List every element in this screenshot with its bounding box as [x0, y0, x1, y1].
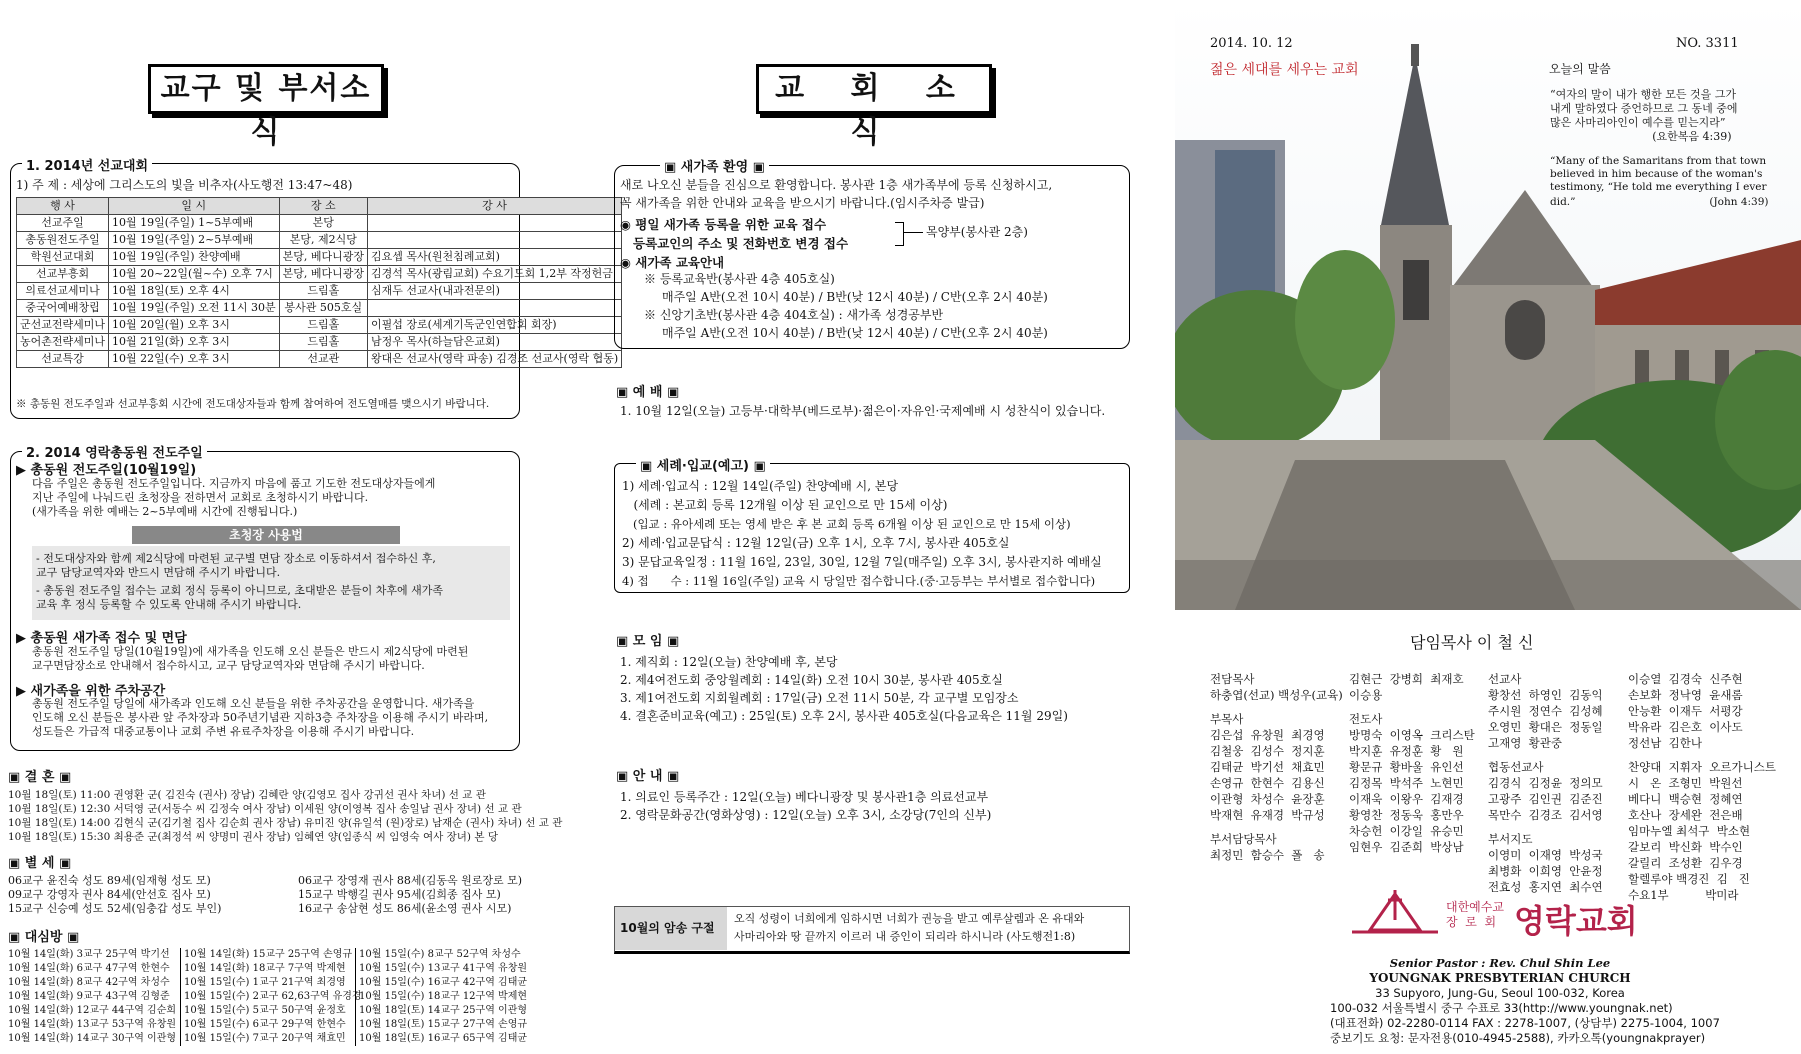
staff-line: 목만수 김경조 김서영 — [1488, 808, 1603, 822]
table-cell: 드림홀 — [279, 283, 367, 300]
staff-line — [1488, 823, 1603, 831]
wedding-row: 10월 18일(토) 15:30 최용준 군(최정석 씨 양명미 권사 장남) 임혜연 양(임종식 씨 임영숙 여사 장녀) 본 당 — [8, 831, 498, 843]
todays-word-en: believed in him because of the woman's — [1550, 168, 1763, 180]
table-cell: 10월 20일(월) 오후 3시 — [109, 317, 280, 334]
staff-line: 최정민 함승수 폴 송 — [1210, 848, 1325, 862]
notice-title: ▣ 안 내 ▣ — [616, 769, 680, 784]
staff-line: 임마누엘 최석구 박소현 — [1628, 824, 1751, 838]
newfamily-edu-1-time: 매주일 A반(오전 10시 40분) / B반(낮 12시 40분) / C반(오후 2시 40분) — [662, 290, 1048, 304]
table-cell — [367, 215, 621, 232]
staff-column-1 — [1210, 671, 1343, 863]
invitation-text: - 총동원 전도주일 접수는 교회 정식 등록이 아니므로, 초대받은 분들이 차후에 새가족 — [36, 584, 443, 597]
staff-line: 이승열 김경숙 신주현 — [1628, 672, 1743, 686]
table-cell: 선교부흥회 — [17, 266, 109, 283]
meeting-title: ▣ 모 임 ▣ — [616, 634, 680, 649]
table-cell: 의료선교세미나 — [17, 283, 109, 300]
staff-line — [1210, 703, 1343, 711]
staff-line: 이관형 차성수 윤장훈 — [1210, 792, 1325, 806]
newfamily-edu-2: ※ 신앙기초반(봉사관 4층 404호실) : 새가족 성경공부반 — [644, 308, 944, 322]
church-slogan: 젊은 세대를 세우는 교회 — [1210, 62, 1359, 78]
staff-line: 전도사 — [1349, 712, 1383, 726]
visitation-row: 10월 18일(토) 15교구 27구역 손영규 — [359, 1019, 528, 1030]
todays-word-title: 오늘의 말씀 — [1549, 62, 1611, 76]
staff-line: 하충엽(선교) 백성우(교육) — [1210, 688, 1343, 702]
evangelism-text: 교구면담장소로 안내해서 접수하시고, 교구 담당교역자와 면담해 주시기 바랍니다. — [32, 659, 425, 672]
senior-pastor: 담임목사 이 철 신 — [1410, 633, 1534, 652]
wedding-row: 10월 18일(토) 11:00 권영환 군( 김진숙 (권사) 장남) 김혜란 양(김영모 집사 강귀선 권사 차녀) 선 교 관 — [8, 789, 486, 801]
todays-word-en: testimony, “He told me everything I ever — [1550, 181, 1767, 193]
baptism-item: 1) 세례·입교식 : 12월 14일(주일) 찬양예배 시, 본당 — [622, 479, 899, 493]
funeral-row: 16교구 송삼현 성도 86세(윤소영 권사 시모) — [298, 902, 512, 915]
table-cell: 농어촌전략세미나 — [17, 334, 109, 351]
bracket-tick — [903, 232, 923, 233]
staff-line: 손보화 정낙영 윤새롬 — [1628, 688, 1743, 702]
meeting-item: 4. 결혼준비교육(예고) : 25일(토) 오후 2시, 봉사관 405호실(다음교육은 11월 29일) — [620, 709, 1068, 723]
left-page-title: 교구 및 부서소식 — [148, 64, 384, 114]
todays-word-en: “Many of the Samaritans from that town — [1550, 155, 1767, 167]
table-cell: 10월 19일(주일) 2~5부예배 — [109, 232, 280, 249]
church-name-en: YOUNGNAK PRESBYTERIAN CHURCH — [1369, 971, 1631, 985]
table-cell — [367, 232, 621, 249]
evangelism-text: 다음 주일은 총동원 전도주일입니다. 지금까지 마음에 품고 기도한 전도대상자들에게 — [32, 477, 436, 490]
wedding-row: 10월 18일(토) 14:00 김현식 군(김기철 집사 김순희 권사 장남) 유미진 양(유일석 (원)장로) 남재순 (권사) 차녀) 선 교 관 — [8, 817, 563, 829]
table-cell: 10월 19일(주일) 찬양예배 — [109, 249, 280, 266]
staff-line: 김은섭 유창원 최경영 — [1210, 728, 1325, 742]
prayer-request: 중보기도 요청: 문자전용(010-4945-2588), 카카오톡(youngnakprayer) — [1330, 1031, 1706, 1045]
staff-line: 할렐루야 백경진 김 진 — [1628, 872, 1750, 886]
table-cell: 드림홀 — [279, 317, 367, 334]
staff-line — [1488, 751, 1603, 759]
staff-line: 차승헌 이강일 유승민 — [1349, 824, 1464, 838]
baptism-item: (세례 : 본교회 등록 12개월 이상 된 교인으로 만 15세 이상) — [622, 498, 948, 512]
funeral-row: 06교구 윤진숙 성도 89세(임재형 성도 모) — [8, 874, 211, 887]
staff-column-3 — [1488, 671, 1603, 895]
staff-line: 황문규 황바울 유인선 — [1349, 760, 1464, 774]
table-cell: 본당, 제2식당 — [279, 232, 367, 249]
staff-line: 전담목사 — [1210, 672, 1255, 686]
todays-word-en-ref: (John 4:39) — [1709, 196, 1769, 208]
mission-schedule-table — [16, 197, 622, 368]
staff-line: 수요1부 박미라 — [1628, 888, 1739, 902]
staff-line: 임현우 김준희 박상남 — [1349, 840, 1464, 854]
senior-pastor-en: Senior Pastor : Rev. Chul Shin Lee — [1389, 956, 1611, 970]
staff-line — [1210, 823, 1343, 831]
table-cell: 왕대은 선교사(영락 파송) 김경조 선교사(영락 협동) — [367, 351, 621, 368]
baptism-item: 3) 문답교육일정 : 11월 16일, 23일, 30일, 12월 7일(매주일) 오후 3시, 봉사관지하 예배실 — [622, 555, 1102, 569]
todays-word-en: did.” — [1550, 196, 1576, 208]
notice-item: 1. 의료인 등록주간 : 12일(오늘) 베다니광장 및 봉사관1층 의료선교부 — [620, 790, 989, 804]
newfamily-bullet-2: ◉ 새가족 교육안내 — [620, 255, 725, 270]
visitation-title: ▣ 대심방 ▣ — [8, 930, 80, 945]
visitation-row: 10월 14일(화) 12교구 44구역 김순희 — [8, 1005, 177, 1016]
church-address-ko: 100-032 서울특별시 중구 수표로 33(http://www.youngnak.net) — [1330, 1001, 1673, 1015]
table-cell: 김경석 목사(광림교회) 수요기도회 1,2부 작정헌금 — [367, 266, 621, 283]
staff-line: 황창선 하영인 김동익 — [1488, 688, 1603, 702]
visitation-row: 10월 14일(화) 13교구 53구역 유창원 — [8, 1019, 177, 1030]
table-row — [17, 334, 622, 351]
staff-line: 선교사 — [1488, 672, 1522, 686]
table-row — [17, 351, 622, 368]
table-cell: 본당, 베다니광장 — [279, 266, 367, 283]
table-cell: 10월 19일(주일) 오전 11시 30분 — [109, 300, 280, 317]
staff-line: 부목사 — [1210, 712, 1244, 726]
visitation-row: 10월 15일(수) 18교구 12구역 박제현 — [359, 991, 528, 1002]
mission-note: ※ 총동원 전도주일과 선교부흥회 시간에 전도대상자들과 함께 참여하여 전도열매를 맺으시기 바랍니다. — [16, 398, 490, 410]
evangelism-text: 총동원 전도주일 당일(10월19일)에 새가족을 인도해 오신 분들은 반드시 제2식당에 마련된 — [32, 645, 469, 658]
staff-line: 박유라 김은호 이사도 — [1628, 720, 1743, 734]
staff-line: 정선남 김한나 — [1628, 736, 1702, 750]
visitation-row: 10월 18일(토) 14교구 25구역 이관형 — [359, 1005, 528, 1016]
staff-line: 베다니 백승현 정혜연 — [1628, 792, 1743, 806]
staff-line: 오영민 황대은 정동일 — [1488, 720, 1603, 734]
newfamily-text: 새로 나오신 분들을 진심으로 환영합니다. 봉사관 1층 새가족부에 등록 신청하시고, — [620, 178, 1053, 192]
staff-line — [1349, 703, 1475, 711]
visitation-row: 10월 14일(화) 9교구 43구역 김형준 — [8, 991, 170, 1002]
baptism-item: (입교 : 유아세례 또는 영세 받은 후 본 교회 등록 6개월 이상 된 교인으로 만 15세 이상) — [622, 517, 1071, 531]
visitation-row: 10월 15일(수) 16교구 42구역 김태균 — [359, 977, 528, 988]
invitation-text: 교구 담당교역자와 반드시 면담해 주시기 바랍니다. — [36, 566, 281, 579]
table-cell: 심재두 선교사(내과전문의) — [367, 283, 621, 300]
middle-page-title: 교 회 소 식 — [756, 64, 992, 114]
funeral-row: 15교구 신승예 성도 52세(임충갑 성도 부인) — [8, 902, 222, 915]
staff-line: 시 온 조형민 박원선 — [1628, 776, 1743, 790]
table-cell: 학원선교대회 — [17, 249, 109, 266]
table-cell: 선교관 — [279, 351, 367, 368]
staff-line: 갈보리 박신화 박수인 — [1628, 840, 1743, 854]
table-row — [17, 266, 622, 283]
staff-line: 갈릴리 조성환 김우경 — [1628, 856, 1743, 870]
church-address-en: 33 Supyoro, Jung-Gu, Seoul 100-032, Korea — [1375, 986, 1625, 1000]
church-logo — [1350, 890, 1440, 941]
table-cell: 김요셉 목사(원천침례교회) — [367, 249, 621, 266]
staff-line: 최병화 이희영 안윤정 — [1488, 864, 1603, 878]
staff-line: 김정목 박석주 노현민 — [1349, 776, 1464, 790]
staff-line: 박재현 유재경 박규성 — [1210, 808, 1325, 822]
table-cell — [367, 300, 621, 317]
table-header: 장 소 — [279, 198, 367, 215]
staff-line: 방명숙 이영옥 크리스탄 — [1349, 728, 1475, 742]
invitation-usage-pill: 초청장 사용법 — [132, 526, 400, 544]
staff-line: 김철웅 김성수 정지훈 — [1210, 744, 1325, 758]
staff-line: 찬양대 지휘자 오르가니스트 — [1628, 760, 1776, 774]
baptism-item: 2) 세례·입교문답식 : 12월 12일(금) 오후 1시, 오후 7시, 봉사관 405호실 — [622, 536, 1010, 550]
table-header: 강 사 — [367, 198, 621, 215]
table-cell: 드림홀 — [279, 334, 367, 351]
evangelism-text: 총동원 전도주일 당일에 새가족과 인도해 오신 분들을 위한 주차공간을 운영합니다. 새가족을 — [32, 697, 475, 710]
newfamily-bullet-1: ◉ 평일 새가족 등록을 위한 교육 접수 — [620, 217, 827, 232]
staff-line: 주시원 정연수 김성혜 — [1488, 704, 1603, 718]
bracket-line — [895, 222, 904, 246]
staff-line: 안능환 이재두 서평강 — [1628, 704, 1743, 718]
table-cell: 10월 21일(화) 오후 3시 — [109, 334, 280, 351]
table-header: 행 사 — [17, 198, 109, 215]
staff-line — [1628, 751, 1776, 759]
evangelism-section-title: 2. 2014 영락총동원 전도주일 — [22, 442, 207, 461]
issue-date: 2014. 10. 12 — [1210, 36, 1293, 51]
staff-line: 김현근 강병희 최재호 — [1349, 672, 1464, 686]
staff-line: 김태균 박기선 채효민 — [1210, 760, 1325, 774]
meeting-item: 1. 제직회 : 12일(오늘) 찬양예배 후, 본당 — [620, 655, 838, 669]
baptism-title: ▣ 세례·입교(예고) ▣ — [636, 455, 770, 474]
mission-theme: 1) 주 제 : 세상에 그리스도의 빛을 비추자(사도행전 13:47~48) — [16, 178, 353, 192]
table-row — [17, 317, 622, 334]
table-row — [17, 215, 622, 232]
newfamily-edu-2-time: 매주일 A반(오전 10시 40분) / B반(낮 12시 40분) / C반(오후 2시 40분) — [662, 326, 1048, 340]
staff-line: 부서담당목사 — [1210, 832, 1277, 846]
newfamily-bullet-1b: 등록교인의 주소 및 전화번호 변경 접수 — [620, 236, 849, 251]
staff-line: 협동선교사 — [1488, 760, 1544, 774]
visitation-row: 10월 15일(수) 6교구 29구역 한현수 — [184, 1019, 346, 1030]
staff-line: 이영미 이재영 박성국 — [1488, 848, 1603, 862]
evangelism-text: (새가족을 위한 예배는 2~5부예배 시간에 진행됩니다.) — [32, 505, 298, 518]
table-row — [17, 283, 622, 300]
notice-item: 2. 영락문화공간(영화상영) : 12일(오늘) 오후 3시, 소강당(7인의 신부) — [620, 808, 992, 822]
staff-line: 고광주 김인권 김준진 — [1488, 792, 1603, 806]
memory-verse-label: 10월의 암송 구절 — [620, 921, 715, 935]
funeral-row: 06교구 장영재 권사 88세(김동옥 원로장로 모) — [298, 874, 523, 887]
todays-word-ko: 많은 사마리아인이 예수를 믿는지라” — [1550, 116, 1726, 129]
evangelism-text: 지난 주일에 나눠드린 초청장을 전하면서 교회로 초청하시기 바랍니다. — [32, 491, 369, 504]
wedding-title: ▣ 결 혼 ▣ — [8, 770, 72, 785]
table-cell: 선교특강 — [17, 351, 109, 368]
todays-word-ko: “여자의 말이 내가 행한 모든 것을 그가 — [1550, 88, 1736, 101]
baptism-item: 4) 접 수 : 11월 16일(주일) 교육 시 당일만 접수합니다.(중·고등부는 부서별로 접수합니다) — [622, 574, 1096, 588]
todays-word-ko-ref: (요한복음 4:39) — [1652, 130, 1732, 143]
worship-item: 1. 10월 12일(오늘) 고등부·대학부(베드로부)·젊은이·자유인·국제예배 시 성찬식이 있습니다. — [620, 404, 1106, 418]
visitation-row: 10월 15일(수) 7교구 20구역 채효민 — [184, 1033, 346, 1044]
evangelism-heading-3: ▶ 새가족을 위한 주차공간 — [16, 684, 166, 699]
table-cell: 10월 18일(토) 오후 4시 — [109, 283, 280, 300]
table-cell: 본당, 베다니광장 — [279, 249, 367, 266]
visitation-row: 10월 14일(화) 15교구 25구역 손영규 — [184, 949, 353, 960]
visitation-row: 10월 14일(화) 18교구 7구역 박제현 — [184, 963, 346, 974]
visitation-row: 10월 18일(토) 16교구 65구역 김태균 — [359, 1033, 528, 1044]
todays-word-ko: 내게 말하였다 증언하므로 그 동네 중에 — [1550, 102, 1738, 115]
invitation-text: - 전도대상자와 함께 제2식당에 마련된 교구별 면담 장소로 이동하셔서 접수하신 후, — [36, 552, 436, 565]
table-cell: 본당 — [279, 215, 367, 232]
visitation-row: 10월 15일(수) 2교구 62,63구역 유경경 — [184, 991, 362, 1002]
staff-column-4 — [1628, 671, 1776, 903]
table-cell: 선교주일 — [17, 215, 109, 232]
mission-section-title: 1. 2014년 선교대회 — [22, 155, 152, 174]
visitation-row: 10월 15일(수) 1교구 21구역 최경영 — [184, 977, 346, 988]
memory-verse-text: 오직 성령이 너희에게 임하시면 너희가 권능을 받고 예루살렘과 온 유대와 — [734, 912, 1085, 925]
staff-line: 손영규 한현수 김용신 — [1210, 776, 1325, 790]
newfamily-text: 꼭 새가족을 위한 안내와 교육을 받으시기 바랍니다.(임시주차증 발급) — [620, 196, 985, 210]
visitation-row: 10월 15일(수) 13교구 41구역 유창원 — [359, 963, 528, 974]
wedding-row: 10월 18일(토) 12:30 서덕영 군(서동수 씨 김정숙 여사 장남) 이세원 양(이영복 집사 송일남 권사 장녀) 선 교 관 — [8, 803, 522, 815]
meeting-item: 3. 제1여전도회 지회월례회 : 17일(금) 오전 11시 50분, 각 교구별 모임장소 — [620, 691, 1019, 705]
staff-line: 고재영 황관중 — [1488, 736, 1562, 750]
visitation-row: 10월 15일(수) 5교구 50구역 윤정호 — [184, 1005, 346, 1016]
table-cell: 10월 22일(수) 오후 3시 — [109, 351, 280, 368]
table-row — [17, 232, 622, 249]
staff-line: 황영찬 정동욱 홍만우 — [1349, 808, 1464, 822]
table-row — [17, 249, 622, 266]
table-cell: 봉사관 505호실 — [279, 300, 367, 317]
church-denomination: 장 로 회 — [1446, 915, 1497, 929]
visitation-row: 10월 14일(화) 6교구 47구역 한현수 — [8, 963, 170, 974]
table-cell: 이필섭 장로(세계기독군인연합회 회장) — [367, 317, 621, 334]
table-cell: 10월 19일(주일) 1~5부예배 — [109, 215, 280, 232]
staff-column-2 — [1349, 671, 1475, 855]
church-denomination: 대한예수교 — [1446, 900, 1504, 914]
invitation-text: 교육 후 정식 등록할 수 있도록 안내해 주시기 바랍니다. — [36, 598, 302, 611]
church-phone: (대표전화) 02-2280-0114 FAX : 2278-1007, (상담부) 2275-1004, 1007 — [1330, 1016, 1720, 1030]
meeting-item: 2. 제4여전도회 중앙월례회 : 14일(화) 오전 10시 30분, 봉사관 405호실 — [620, 673, 1003, 687]
table-cell: 중국어예배창립 — [17, 300, 109, 317]
staff-line: 박지훈 유정훈 황 원 — [1349, 744, 1464, 758]
table-cell: 10월 20~22일(월~수) 오후 7시 — [109, 266, 280, 283]
staff-line: 이재욱 이왕우 김재경 — [1349, 792, 1464, 806]
visitation-row: 10월 15일(수) 8교구 52구역 차성수 — [359, 949, 521, 960]
visitation-row: 10월 14일(화) 14교구 30구역 이관형 — [8, 1033, 177, 1044]
evangelism-text: 인도해 오신 분들은 봉사관 앞 주차장과 50주년기념관 지하3층 주차장을 이용해 주시기 바라며, — [32, 711, 489, 724]
visitation-row: 10월 14일(화) 8교구 42구역 차성수 — [8, 977, 170, 988]
funeral-row: 09교구 강영자 권사 84세(안선호 집사 모) — [8, 888, 211, 901]
table-header: 일 시 — [109, 198, 280, 215]
staff-line: 부서지도 — [1488, 832, 1533, 846]
newfamily-edu-1: ※ 등록교육반(봉사관 4층 405호실) — [644, 272, 835, 286]
staff-line: 김경식 김정윤 정의모 — [1488, 776, 1603, 790]
evangelism-heading-2: ▶ 총동원 새가족 접수 및 면담 — [16, 631, 187, 646]
evangelism-text: 성도들은 가급적 대중교통이나 교회 주변 유료주차장을 이용해 주시기 바랍니다. — [32, 725, 415, 738]
table-cell: 총동원전도주일 — [17, 232, 109, 249]
newfamily-title: ▣ 새가족 환영 ▣ — [660, 156, 769, 175]
table-cell: 남정우 목사(하늘담은교회) — [367, 334, 621, 351]
staff-line: 이승용 — [1349, 688, 1383, 702]
funeral-title: ▣ 별 세 ▣ — [8, 856, 72, 871]
evangelism-heading-1: ▶ 총동원 전도주일(10월19일) — [16, 463, 197, 478]
memory-verse-text: 사마리아와 땅 끝까지 이르러 내 증인이 되리라 하시니라 (사도행전1:8) — [734, 930, 1076, 943]
issue-number: NO. 3311 — [1676, 36, 1739, 51]
table-cell: 군선교전략세미나 — [17, 317, 109, 334]
table-row — [17, 300, 622, 317]
staff-line: 호산나 장세완 전은배 — [1628, 808, 1743, 822]
church-logo-icon — [1350, 890, 1440, 938]
visitation-row: 10월 14일(화) 3교구 25구역 박기선 — [8, 949, 170, 960]
newfamily-office: 목양부(봉사관 2층) — [926, 225, 1028, 239]
worship-title: ▣ 예 배 ▣ — [616, 385, 680, 400]
staff-line: 전효성 홍지연 최수연 — [1488, 880, 1603, 894]
church-name: 영락교회 — [1514, 902, 1638, 940]
funeral-row: 15교구 박행길 권사 95세(김희종 집사 모) — [298, 888, 501, 901]
